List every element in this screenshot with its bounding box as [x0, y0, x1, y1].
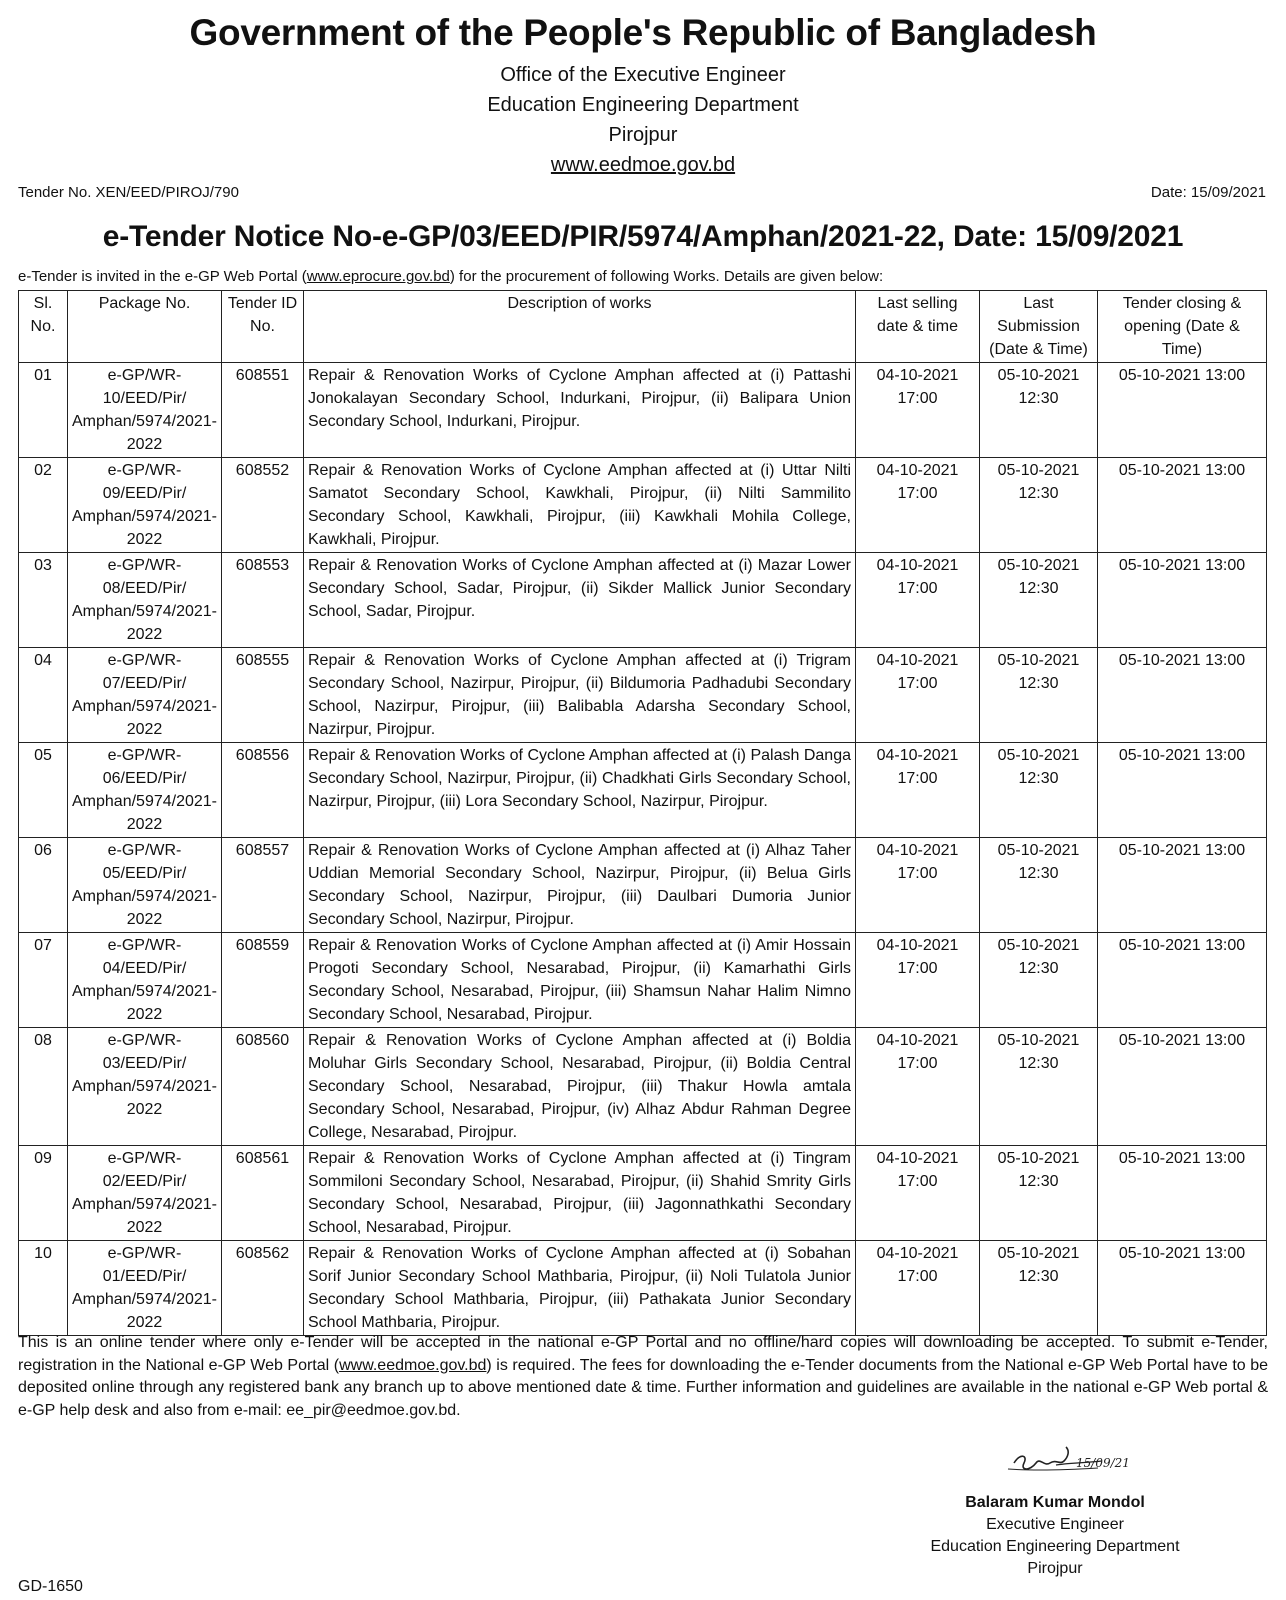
cell-closing-opening: 05-10-2021 13:00 [1098, 933, 1267, 1028]
signatory-name: Balaram Kumar Mondol [965, 1494, 1145, 1511]
cell-closing-opening: 05-10-2021 13:00 [1098, 838, 1267, 933]
gd-reference: GD-1650 [18, 1578, 83, 1595]
cell-last-selling: 04-10-2021 17:00 [856, 648, 980, 743]
cell-tender-id: 608560 [222, 1028, 304, 1146]
col-header-last-selling: Last selling date & time [856, 291, 980, 363]
cell-tender-id: 608552 [222, 458, 304, 553]
cell-sl: 01 [19, 363, 68, 458]
department-name: Education Engineering Department [487, 94, 799, 116]
cell-package: e-GP/WR-03/EED/Pir/ Amphan/5974/2021-2022 [68, 1028, 222, 1146]
cell-last-selling: 04-10-2021 17:00 [856, 458, 980, 553]
cell-description: Repair & Renovation Works of Cyclone Amphan affected at (i) Pattashi Jonokalayan Secondary School, Indurkani, Pirojpur, (ii) Balipara Union Secondary School, Indurkani, Pirojpur. [304, 363, 856, 458]
cell-package: e-GP/WR-09/EED/Pir/ Amphan/5974/2021-2022 [68, 458, 222, 553]
tender-number: Tender No. XEN/EED/PIROJ/790 [18, 184, 239, 201]
cell-sl: 02 [19, 458, 68, 553]
cell-closing-opening: 05-10-2021 13:00 [1098, 743, 1267, 838]
issue-date: Date: 15/09/2021 [1150, 184, 1266, 201]
cell-last-submission: 05-10-2021 12:30 [980, 1028, 1098, 1146]
cell-tender-id: 608557 [222, 838, 304, 933]
table-row [19, 363, 1267, 458]
terms-text-1: This is an online tender where only e-Tender will be accepted in the national e-GP Portal and no offline/hard copies will downloading be accepted. To submit e-Tender, registration in the National e-GP Web Portal ( [18, 1334, 1268, 1374]
cell-last-selling: 04-10-2021 17:00 [856, 933, 980, 1028]
table-row [19, 553, 1267, 648]
cell-last-selling: 04-10-2021 17:00 [856, 363, 980, 458]
cell-closing-opening: 05-10-2021 13:00 [1098, 648, 1267, 743]
intro-before: e-Tender is invited in the e-GP Web Portal ( [18, 268, 307, 285]
cell-sl: 07 [19, 933, 68, 1028]
office-name: Office of the Executive Engineer [500, 64, 786, 86]
intro-text [18, 268, 883, 286]
cell-closing-opening: 05-10-2021 13:00 [1098, 458, 1267, 553]
handwritten-signature [1006, 1441, 1146, 1491]
website-link[interactable]: www.eedmoe.gov.bd [550, 154, 736, 176]
cell-closing-opening: 05-10-2021 13:00 [1098, 1241, 1267, 1336]
cell-last-submission: 05-10-2021 12:30 [980, 743, 1098, 838]
signatory-department: Education Engineering Department [930, 1538, 1180, 1555]
table-header-row [19, 291, 1267, 363]
cell-last-submission: 05-10-2021 12:30 [980, 933, 1098, 1028]
cell-description: Repair & Renovation Works of Cyclone Amphan affected at (i) Mazar Lower Secondary School, Sadar, Pirojpur, (ii) Sikder Mallick Junior Secondary School, Sadar, Pirojpur. [304, 553, 856, 648]
col-header-closing-opening: Tender closing & opening (Date & Time) [1098, 291, 1267, 363]
reference-row [18, 183, 1266, 203]
cell-description: Repair & Renovation Works of Cyclone Amphan affected at (i) Amir Hossain Progoti Secondary School, Nesarabad, Pirojpur, (ii) Kamarhathi Girls Secondary School, Nesarabad, Pirojpur, (iii) Shamsun Nahar Halim Nimno Secondary School, Nesarabad, Pirojpur. [304, 933, 856, 1028]
eprocure-link[interactable]: www.eprocure.gov.bd [306, 268, 450, 285]
table-row [19, 838, 1267, 933]
cell-tender-id: 608551 [222, 363, 304, 458]
cell-last-selling: 04-10-2021 17:00 [856, 1146, 980, 1241]
cell-last-selling: 04-10-2021 17:00 [856, 1028, 980, 1146]
cell-last-submission: 05-10-2021 12:30 [980, 838, 1098, 933]
cell-last-selling: 04-10-2021 17:00 [856, 1241, 980, 1336]
col-header-last-submission: Last Submission (Date & Time) [980, 291, 1098, 363]
cell-package: e-GP/WR-02/EED/Pir/ Amphan/5974/2021-2022 [68, 1146, 222, 1241]
cell-closing-opening: 05-10-2021 13:00 [1098, 363, 1267, 458]
col-header-description: Description of works [304, 291, 856, 363]
cell-description: Repair & Renovation Works of Cyclone Amphan affected at (i) Alhaz Taher Uddian Memorial Secondary School, Nazirpur, Pirojpur, (ii) Belua Girls Secondary School, Nazirpur, Pirojpur, (iii) Daulbari Dumoria Junior Secondary School, Nazirpur, Pirojpur. [304, 838, 856, 933]
cell-last-submission: 05-10-2021 12:30 [980, 1146, 1098, 1241]
cell-tender-id: 608559 [222, 933, 304, 1028]
table-row [19, 1241, 1267, 1336]
cell-tender-id: 608553 [222, 553, 304, 648]
cell-description: Repair & Renovation Works of Cyclone Amphan affected at (i) Uttar Nilti Samatot Secondary School, Kawkhali, Pirojpur, (ii) Nilti Sammilito Secondary School, Kawkhali, Pirojpur, (iii) Kawkhali Mohila College, Kawkhali, Pirojpur. [304, 458, 856, 553]
signature-date: 15/09/21 [1076, 1456, 1130, 1470]
cell-package: e-GP/WR-08/EED/Pir/ Amphan/5974/2021-2022 [68, 553, 222, 648]
cell-package: e-GP/WR-07/EED/Pir/ Amphan/5974/2021-2022 [68, 648, 222, 743]
cell-tender-id: 608555 [222, 648, 304, 743]
col-header-tender-id: Tender ID No. [222, 291, 304, 363]
cell-sl: 08 [19, 1028, 68, 1146]
table-row [19, 1146, 1267, 1241]
cell-closing-opening: 05-10-2021 13:00 [1098, 1146, 1267, 1241]
table-row [19, 1028, 1267, 1146]
cell-last-submission: 05-10-2021 12:30 [980, 1241, 1098, 1336]
table-row [19, 648, 1267, 743]
cell-tender-id: 608562 [222, 1241, 304, 1336]
notice-title: e-Tender Notice No-e-GP/03/EED/PIR/5974/Amphan/2021-22, Date: 15/09/2021 [102, 220, 1184, 253]
cell-last-submission: 05-10-2021 12:30 [980, 648, 1098, 743]
terms-text-2: ) is required. The fees for downloading the e-Tender documents from the National e-GP Web Portal have to be deposited online through any registered bank any branch up to above mentioned date & time. Further information and guidelines are available in the national e-GP Web portal & e-GP help desk and also from e-mail: ee_pir@eedmoe.gov.bd. [18, 1356, 1269, 1419]
letterhead [0, 6, 1286, 180]
cell-closing-opening: 05-10-2021 13:00 [1098, 553, 1267, 648]
office-location: Pirojpur [608, 124, 678, 146]
col-header-package: Package No. [68, 291, 222, 363]
cell-tender-id: 608561 [222, 1146, 304, 1241]
government-title: Government of the People's Republic of Bangladesh [189, 12, 1097, 53]
table-row [19, 743, 1267, 838]
cell-description: Repair & Renovation Works of Cyclone Amphan affected at (i) Palash Danga Secondary School, Nazirpur, Pirojpur, (ii) Chadkhati Girls Secondary School, Nazirpur, Pirojpur, (iii) Lora Secondary School, Nazirpur, Pirojpur. [304, 743, 856, 838]
works-table [18, 290, 1267, 1336]
cell-sl: 10 [19, 1241, 68, 1336]
cell-package: e-GP/WR-04/EED/Pir/ Amphan/5974/2021-2022 [68, 933, 222, 1028]
cell-description: Repair & Renovation Works of Cyclone Amphan affected at (i) Tingram Sommiloni Secondary School, Nesarabad, Pirojpur, (ii) Shahid Smrity Girls Secondary School, Nesarabad, Pirojpur, (iii) Jagonnathkathi Secondary School, Nesarabad, Pirojpur. [304, 1146, 856, 1241]
cell-package: e-GP/WR-06/EED/Pir/ Amphan/5974/2021-2022 [68, 743, 222, 838]
cell-last-submission: 05-10-2021 12:30 [980, 458, 1098, 553]
cell-tender-id: 608556 [222, 743, 304, 838]
cell-last-selling: 04-10-2021 17:00 [856, 838, 980, 933]
signatory-location: Pirojpur [1027, 1560, 1083, 1577]
signatory-designation: Executive Engineer [986, 1516, 1124, 1533]
cell-last-selling: 04-10-2021 17:00 [856, 553, 980, 648]
cell-sl: 04 [19, 648, 68, 743]
signatory-block [910, 1492, 1200, 1580]
table-row [19, 933, 1267, 1028]
cell-package: e-GP/WR-10/EED/Pir/ Amphan/5974/2021-2022 [68, 363, 222, 458]
cell-description: Repair & Renovation Works of Cyclone Amphan affected at (i) Sobahan Sorif Junior Secondary School Mathbaria, Pirojpur, (ii) Noli Tulatola Junior Secondary School Mathbaria, Pirojpur, (iii) Pathakata Junior Secondary School Mathbaria, Pirojpur. [304, 1241, 856, 1336]
terms-paragraph [18, 1332, 1268, 1422]
table-row [19, 458, 1267, 553]
cell-description: Repair & Renovation Works of Cyclone Amphan affected at (i) Boldia Moluhar Girls Secondary School, Nesarabad, Pirojpur, (ii) Boldia Central Secondary School, Nesarabad, Pirojpur, (iii) Thakur Howla amtala Secondary School, Nesarabad, Pirojpur, (iv) Alhaz Abdur Rahman Degree College, Nesarabad, Pirojpur. [304, 1028, 856, 1146]
cell-closing-opening: 05-10-2021 13:00 [1098, 1028, 1267, 1146]
cell-sl: 09 [19, 1146, 68, 1241]
cell-last-submission: 05-10-2021 12:30 [980, 553, 1098, 648]
cell-sl: 03 [19, 553, 68, 648]
intro-after: ) for the procurement of following Works. Details are given below: [449, 268, 884, 285]
cell-sl: 06 [19, 838, 68, 933]
cell-sl: 05 [19, 743, 68, 838]
eedmoe-link[interactable]: www.eedmoe.gov.bd [339, 1356, 487, 1374]
col-header-sl: Sl. No. [19, 291, 68, 363]
cell-last-submission: 05-10-2021 12:30 [980, 363, 1098, 458]
cell-last-selling: 04-10-2021 17:00 [856, 743, 980, 838]
cell-description: Repair & Renovation Works of Cyclone Amphan affected at (i) Trigram Secondary School, Nazirpur, Pirojpur, (ii) Bildumoria Padhadubi Secondary School, Nazirpur, Pirojpur, (iii) Balibabla Adarsha Secondary School, Nazirpur, Pirojpur. [304, 648, 856, 743]
cell-package: e-GP/WR-05/EED/Pir/ Amphan/5974/2021-2022 [68, 838, 222, 933]
cell-package: e-GP/WR-01/EED/Pir/ Amphan/5974/2021-2022 [68, 1241, 222, 1336]
